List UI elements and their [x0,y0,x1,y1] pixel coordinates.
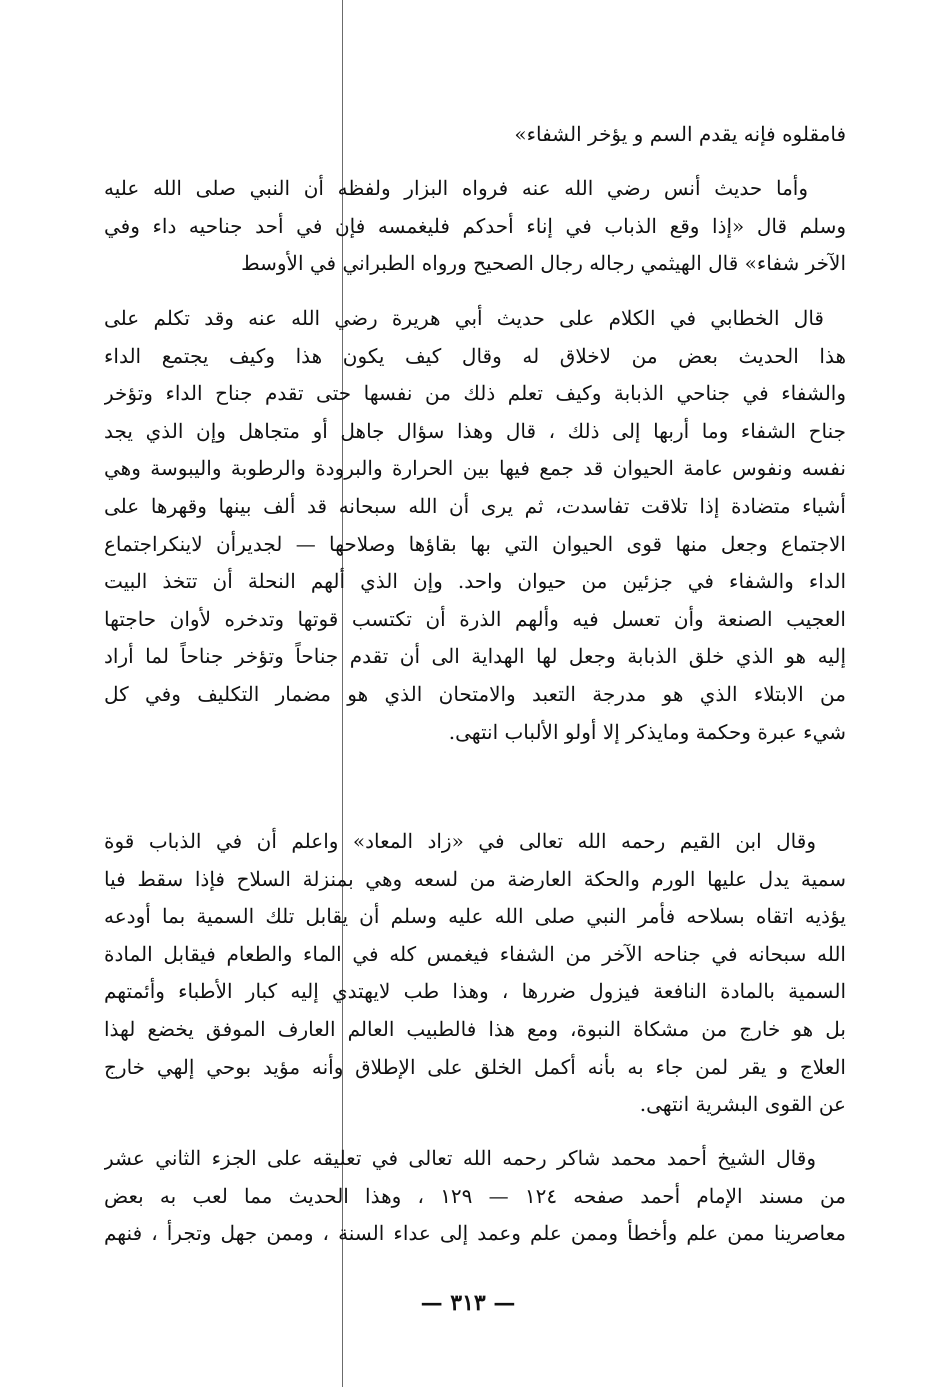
text-line: معاصرينا ممن علم وأخطأ وممن علم وعمد إلى عداء السنة ، وممن جهل وتجرأ ، فنهم [104,1221,846,1246]
text-line: شيء عبرة وحكمة ومايذكر إلا أولو الألباب انتهى. [448,719,846,744]
text-line: من مسند الإمام أحمد صفحه ١٢٤ — ١٢٩ ، وهذا الحديث مما لعب به بعض [104,1183,846,1208]
text-line: إليه هو الذي خلق الذبابة وجعل لها الهداية الى أن تقدم جناحاً وتؤخر جناحاً لما أراد [104,644,846,669]
text-line: جناح الشفاء وما أربها إلى ذلك ، قال وهذا سؤال جاهل أو متجاهل وإن الذي يجد [104,418,846,443]
text-line: يؤذيه اتقاه بسلاحه فأمر النبي صلى الله عليه وسلم أن يقابل تلك السمية بما أودعه [104,904,846,929]
text-line: سمية يدل عليها الورم والحكة العارضة من لسعه وهي بمنزلة السلاح فإذا سقط فيا [104,866,846,891]
text-line: أشياء متضادة إذا تلاقت تفاسدت، ثم يرى أن الله سبحانه قد ألف بينها وقهرها على [104,493,846,518]
paragraph-ibn-qayyim [104,823,846,1124]
text-line: وأما حديث أنس رضي الله عنه فرواه البزار ولفظه أن النبي صلى الله عليه [104,176,808,200]
text-line: فامقلوه فإنه يقدم السم و يؤخر الشفاء» [514,122,846,146]
text-line: السمية بالمادة النافعة فيزول ضررها ، وهذا طب لايهتدي إليه كبار الأطباء وأئمتهم [104,979,846,1004]
text-line: الاجتماع وجعل منها قوى الحيوان التي بها بقاؤها وصلاحها — لجديرأن لاينكراجتماع [104,531,846,556]
text-line: العلاج و يقر لمن جاء به بأنه أكمل الخلق على الإطلاق وأنه مؤيد بوحي إلهي خارج [104,1054,846,1079]
text-line: بل هو خارج من مشكاة النبوة، ومع هذا فالطبيب العالم العارف الموفق يخضع لهذا [104,1016,846,1041]
paragraph-quote-end [104,116,846,154]
text-line: من الابتلاء الذي هو مدرجة التعبد والامتحان الذي هو مضمار التكليف وفي كل [104,681,846,706]
text-line: قال الخطابي في الكلام على حديث أبي هريرة رضي الله عنه وقد تكلم على [104,306,824,330]
text-line: وقال ابن القيم رحمه الله تعالى في «زاد المعاد» واعلم أن في الذباب قوة [104,829,816,853]
paragraph-ahmad-shakir [104,1140,846,1253]
text-line: والشفاء في جناحي الذبابة وكيف تعلم ذلك من نفسها حتى تقدم جناح الداء وتؤخر [104,381,846,406]
text-line: الداء والشفاء في جزئين من حيوان واحد. وإن الذي ألهم النحلة أن تتخذ البيت [104,569,846,594]
text-line: العجيب الصنعة وأن تعسل فيه وألهم الذرة أن تكتسب قوتها وتدخره لأوان حاجتها [104,606,846,631]
text-line: عن القوى البشرية انتهى. [639,1092,846,1117]
text-line: هذا الحديث بعض من لاخلاق له وقال كيف يكون هذا وكيف يجتمع الداء [104,343,846,368]
text-line: وقال الشيخ أحمد محمد شاكر رحمه الله تعالى في تعليقه على الجزء الثاني عشر [104,1146,816,1170]
text-line: الآخر شفاء» قال الهيثمي رجاله رجال الصحيح ورواه الطبراني في الأوسط [241,251,846,276]
page-number: — ٣١٣ — [420,1290,516,1316]
text-line: وسلم قال «إذا وقع الذباب في إناء أحدكم فليغمسه فإن في أحد جناحيه داء وفي [104,213,846,238]
text-line: نفسه ونفوس عامة الحيوان قد جمع فيها بين الحرارة والبرودة والرطوبة واليبوسة وهي [104,456,846,481]
paragraph-khattabi [104,300,846,751]
text-line: الله سبحانه في جناحه الآخر من الشفاء فيغمس كله في الماء والطعام فيقابل المادة [104,941,846,966]
paragraph-anas-hadith [104,170,846,283]
